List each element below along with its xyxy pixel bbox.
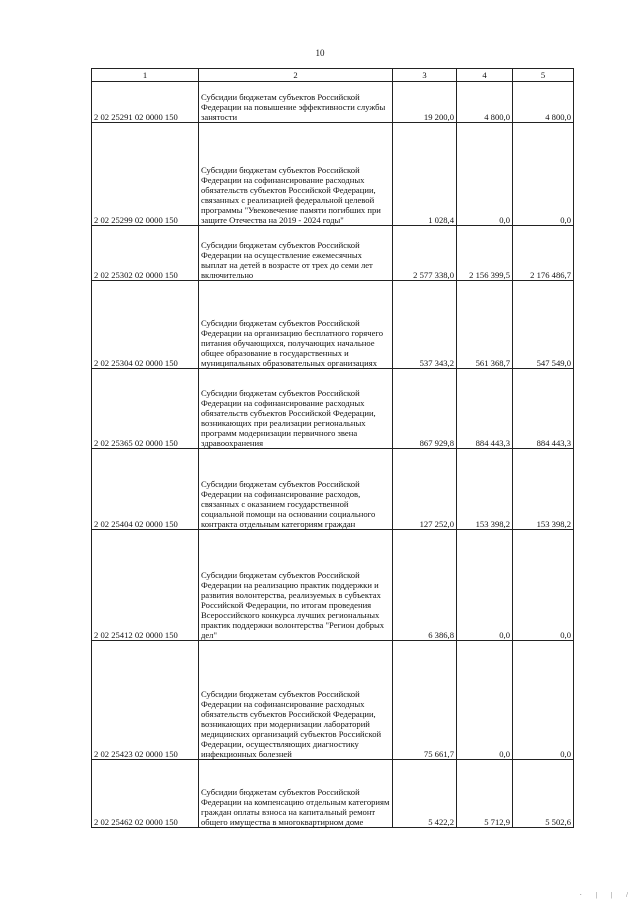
row-description: Субсидии бюджетам субъектов Российской Федерации на софинансирование расходных обязательств субъектов Российской Федерации, связанных с реализацией федеральной целевой программы "Увековечение памяти погибших при защите Отечества на 2019 - 2024 годы" [199, 123, 393, 226]
value-col3: 867 929,8 [393, 369, 457, 449]
budget-code: 2 02 25404 02 0000 150 [92, 449, 199, 530]
budget-code: 2 02 25462 02 0000 150 [92, 760, 199, 828]
scan-footer-mark: · | | / [579, 891, 634, 899]
value-col4: 884 443,3 [457, 369, 513, 449]
table-row [92, 82, 574, 123]
table-row [92, 760, 574, 828]
table-row [92, 123, 574, 226]
column-header: 1 [92, 69, 199, 82]
budget-code: 2 02 25365 02 0000 150 [92, 369, 199, 449]
value-col4: 0,0 [457, 123, 513, 226]
value-col5: 2 176 486,7 [513, 226, 574, 281]
value-col4: 4 800,0 [457, 82, 513, 123]
value-col4: 0,0 [457, 530, 513, 641]
row-description: Субсидии бюджетам субъектов Российской Федерации на реализацию практик поддержки и развития волонтерства, реализуемых в субъектах Российской Федерации, по итогам проведения Всероссийского конкурса лучших региональных практик поддержки волонтерства "Регион добрых дел" [199, 530, 393, 641]
value-col5: 0,0 [513, 530, 574, 641]
budget-code: 2 02 25304 02 0000 150 [92, 281, 199, 369]
column-header: 3 [393, 69, 457, 82]
value-col4: 0,0 [457, 641, 513, 760]
value-col5: 547 549,0 [513, 281, 574, 369]
table-row [92, 530, 574, 641]
page-number: 10 [315, 48, 325, 58]
table-row [92, 641, 574, 760]
value-col3: 75 661,7 [393, 641, 457, 760]
value-col4: 2 156 399,5 [457, 226, 513, 281]
value-col3: 5 422,2 [393, 760, 457, 828]
row-description: Субсидии бюджетам субъектов Российской Федерации на софинансирование расходных обязательств субъектов Российской Федерации, возникающих при модернизации лабораторий медицинских организаций субъектов Российской Федерации, осуществляющих диагностику инфекционных болезней [199, 641, 393, 760]
row-description: Субсидии бюджетам субъектов Российской Федерации на софинансирование расходов, связанных с оказанием государственной социальной помощи на основании социального контракта отдельным категориям граждан [199, 449, 393, 530]
budget-code: 2 02 25302 02 0000 150 [92, 226, 199, 281]
budget-table [91, 68, 574, 828]
value-col3: 537 343,2 [393, 281, 457, 369]
value-col3: 127 252,0 [393, 449, 457, 530]
value-col4: 561 368,7 [457, 281, 513, 369]
value-col3: 2 577 338,0 [393, 226, 457, 281]
value-col4: 5 712,9 [457, 760, 513, 828]
value-col5: 0,0 [513, 641, 574, 760]
budget-code: 2 02 25291 02 0000 150 [92, 82, 199, 123]
row-description: Субсидии бюджетам субъектов Российской Федерации на повышение эффективности службы занятости [199, 82, 393, 123]
budget-code: 2 02 25412 02 0000 150 [92, 530, 199, 641]
value-col5: 153 398,2 [513, 449, 574, 530]
table-row [92, 369, 574, 449]
column-header: 4 [457, 69, 513, 82]
column-header: 5 [513, 69, 574, 82]
value-col5: 0,0 [513, 123, 574, 226]
value-col5: 884 443,3 [513, 369, 574, 449]
value-col3: 19 200,0 [393, 82, 457, 123]
row-description: Субсидии бюджетам субъектов Российской Федерации на софинансирование расходных обязательств субъектов Российской Федерации, возникающих при реализации региональных программ модернизации первичного звена здравоохранения [199, 369, 393, 449]
column-header: 2 [199, 69, 393, 82]
value-col4: 153 398,2 [457, 449, 513, 530]
budget-code: 2 02 25299 02 0000 150 [92, 123, 199, 226]
table-row [92, 281, 574, 369]
row-description: Субсидии бюджетам субъектов Российской Федерации на компенсацию отдельным категориям граждан оплаты взноса на капитальный ремонт общего имущества в многоквартирном доме [199, 760, 393, 828]
table-row [92, 226, 574, 281]
row-description: Субсидии бюджетам субъектов Российской Федерации на осуществление ежемесячных выплат на детей в возрасте от трех до семи лет включительно [199, 226, 393, 281]
value-col5: 4 800,0 [513, 82, 574, 123]
value-col5: 5 502,6 [513, 760, 574, 828]
budget-code: 2 02 25423 02 0000 150 [92, 641, 199, 760]
row-description: Субсидии бюджетам субъектов Российской Федерации на организацию бесплатного горячего питания обучающихся, получающих начальное общее образование в государственных и муниципальных образовательных организациях [199, 281, 393, 369]
value-col3: 6 386,8 [393, 530, 457, 641]
value-col3: 1 028,4 [393, 123, 457, 226]
table-header-row [92, 69, 574, 82]
table-row [92, 449, 574, 530]
